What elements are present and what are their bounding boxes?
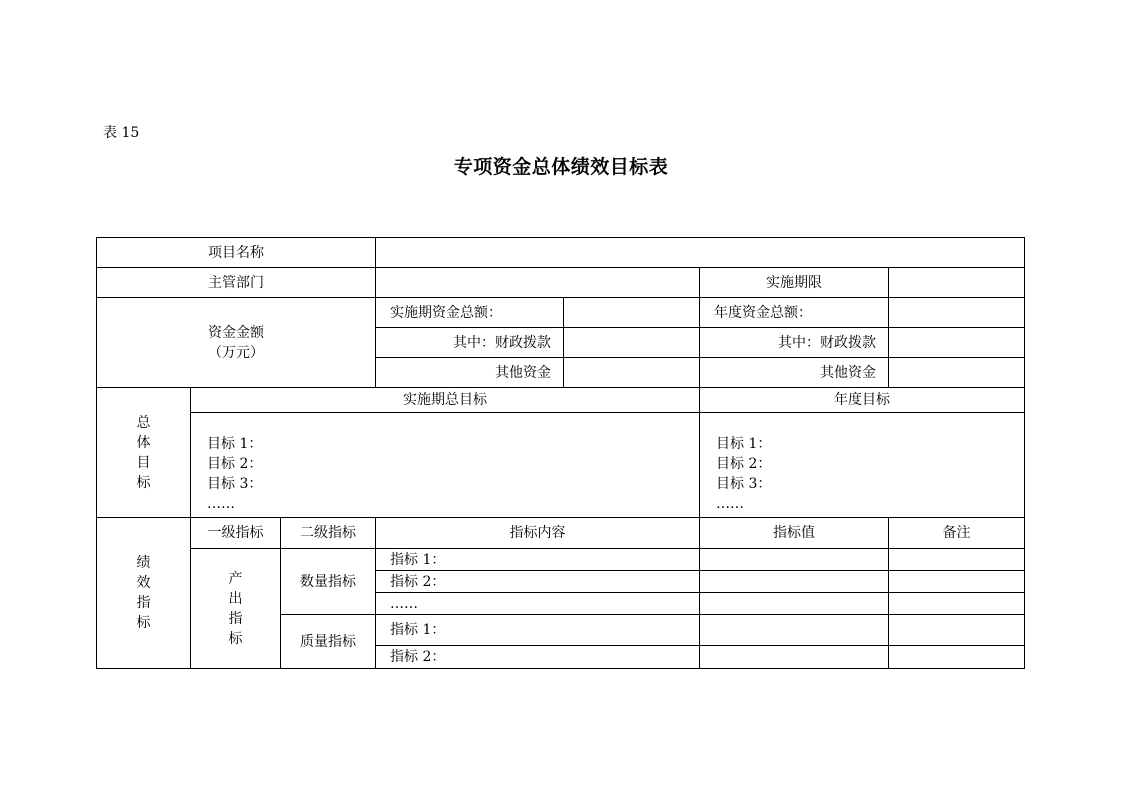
goal-item: 目标 1： <box>207 436 263 452</box>
fiscal-left-cell[interactable] <box>564 328 700 358</box>
department-label: 主管部门 <box>97 268 376 298</box>
table-row <box>97 268 1025 298</box>
table-row <box>97 549 1025 571</box>
annual-goal-header: 年度目标 <box>700 388 1025 413</box>
table-row <box>97 413 1025 518</box>
content-header: 指标内容 <box>376 518 700 549</box>
goal-item: …… <box>207 496 235 512</box>
funds-label-line1: 资金金额 <box>208 324 265 341</box>
other-right-label: 其他资金 <box>700 358 889 388</box>
table-row <box>97 298 1025 328</box>
label-char: 总 <box>136 414 151 431</box>
period-cell[interactable] <box>889 268 1025 298</box>
level1-header: 一级指标 <box>191 518 281 549</box>
funds-label-line2: （万元） <box>208 344 265 361</box>
indicator-note-cell[interactable] <box>889 593 1025 615</box>
other-left-cell[interactable] <box>564 358 700 388</box>
indicator-value-cell[interactable] <box>700 615 889 646</box>
indicator-content-cell[interactable]: 指标 2： <box>376 571 700 593</box>
performance-label <box>97 518 191 669</box>
value-header: 指标值 <box>700 518 889 549</box>
project-name-label: 项目名称 <box>97 238 376 268</box>
label-char: 指 <box>136 595 151 611</box>
fiscal-right-label: 其中：财政拨款 <box>700 328 889 358</box>
table-number: 表 15 <box>103 125 140 141</box>
goal-item: 目标 3： <box>207 476 263 492</box>
project-name-cell[interactable] <box>376 238 1025 268</box>
goal-item: …… <box>716 496 745 512</box>
label-char: 目 <box>136 454 151 471</box>
funds-label <box>97 298 376 388</box>
page-title: 专项资金总体绩效目标表 <box>453 156 669 178</box>
goal-item: 目标 2： <box>207 456 263 472</box>
goal-item: 目标 1： <box>716 436 772 452</box>
other-left-label: 其他资金 <box>376 358 564 388</box>
label-char: 效 <box>136 575 151 591</box>
level2-header: 二级指标 <box>281 518 376 549</box>
annual-total-label: 年度资金总额： <box>700 298 889 328</box>
other-right-cell[interactable] <box>889 358 1025 388</box>
performance-target-table <box>96 237 1025 669</box>
annual-goals-cell[interactable] <box>700 413 1025 518</box>
quality-indicator-label: 质量指标 <box>281 615 376 669</box>
table-row <box>97 518 1025 549</box>
overall-goal-label <box>97 388 191 518</box>
department-cell[interactable] <box>376 268 700 298</box>
label-char: 标 <box>136 474 151 491</box>
fiscal-right-cell[interactable] <box>889 328 1025 358</box>
indicator-value-cell[interactable] <box>700 646 889 669</box>
note-header: 备注 <box>889 518 1025 549</box>
table-row <box>97 238 1025 268</box>
indicator-note-cell[interactable] <box>889 646 1025 669</box>
indicator-content-cell[interactable]: 指标 1： <box>376 615 700 646</box>
annual-total-cell[interactable] <box>889 298 1025 328</box>
table-row <box>97 388 1025 413</box>
indicator-note-cell[interactable] <box>889 571 1025 593</box>
indicator-value-cell[interactable] <box>700 549 889 571</box>
indicator-content-cell[interactable]: …… <box>376 593 700 615</box>
label-char: 出 <box>228 590 243 607</box>
fiscal-left-label: 其中：财政拨款 <box>376 328 564 358</box>
indicator-note-cell[interactable] <box>889 549 1025 571</box>
goal-item: 目标 2： <box>716 456 772 472</box>
label-char: 指 <box>228 610 243 627</box>
output-indicator-label <box>191 549 281 669</box>
indicator-content-cell[interactable]: 指标 1： <box>376 549 700 571</box>
indicator-value-cell[interactable] <box>700 571 889 593</box>
indicator-value-cell[interactable] <box>700 593 889 615</box>
label-char: 标 <box>228 630 243 647</box>
label-char: 产 <box>228 570 243 587</box>
period-goals-cell[interactable] <box>191 413 700 518</box>
label-char: 体 <box>136 434 151 451</box>
label-char: 绩 <box>136 555 151 571</box>
period-total-cell[interactable] <box>564 298 700 328</box>
indicator-content-cell[interactable]: 指标 2： <box>376 646 700 669</box>
period-goal-header: 实施期总目标 <box>191 388 700 413</box>
label-char: 标 <box>136 615 151 631</box>
period-total-label: 实施期资金总额： <box>376 298 564 328</box>
indicator-note-cell[interactable] <box>889 615 1025 646</box>
period-label: 实施期限 <box>700 268 889 298</box>
goal-item: 目标 3： <box>716 476 772 492</box>
quantity-indicator-label: 数量指标 <box>281 549 376 615</box>
